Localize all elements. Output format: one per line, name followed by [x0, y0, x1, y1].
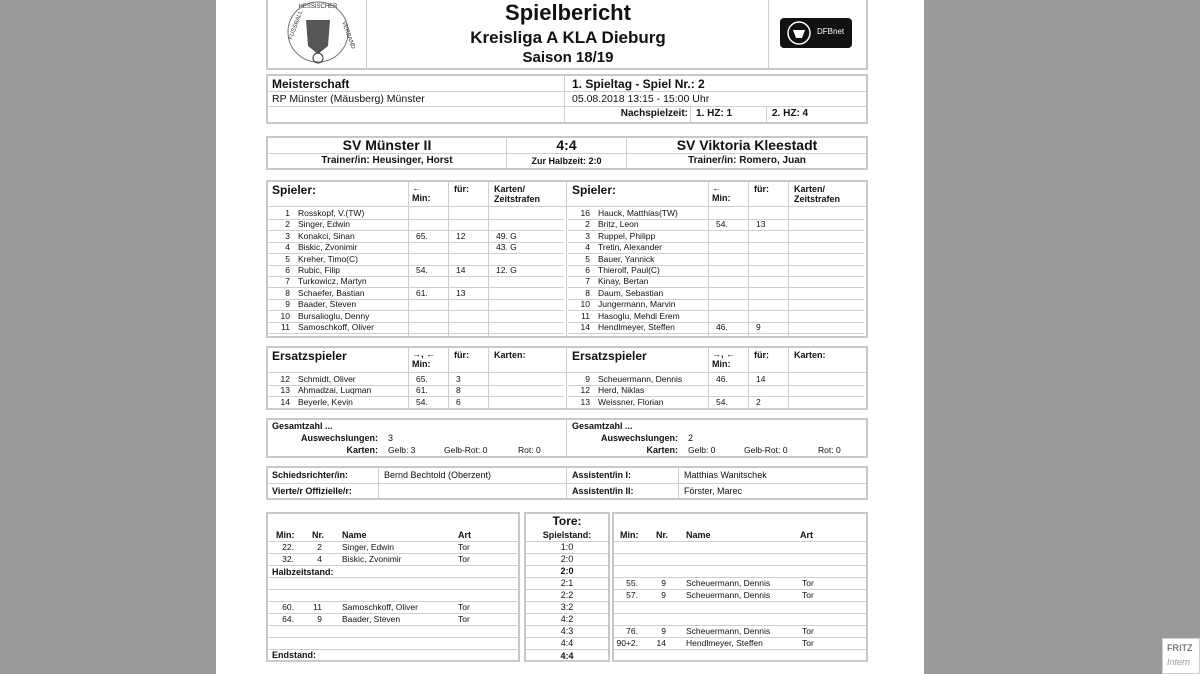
fourth-official-label: Vierte/r Offizielle/r:	[272, 486, 352, 496]
sub-for: 14	[456, 265, 466, 275]
goal-player-number: 14	[656, 638, 666, 648]
subs-count-label-away: Auswechslungen:	[600, 433, 678, 443]
goal-type: Tor	[458, 554, 470, 564]
player-name: Rosskopf, V.(TW)	[298, 208, 365, 218]
score-row-divider	[526, 661, 608, 662]
goal-row	[272, 554, 518, 565]
player-name: Schmidt, Oliver	[298, 374, 356, 384]
goal-scorer: Biskic, Zvonimir	[342, 554, 402, 564]
goal-row-divider	[268, 577, 518, 578]
player-number: 5	[585, 253, 590, 264]
player-name: Turkowicz, Martyn	[298, 276, 367, 287]
card-info: 12. G	[496, 265, 517, 275]
player-name: Hasoglu, Mehdi Erem	[598, 310, 680, 321]
min-heading-away: ← Min:	[712, 183, 731, 203]
goal-scorer: Baader, Steven	[342, 614, 401, 624]
players-heading-home: Spieler:	[272, 183, 317, 197]
assistant1-name: Matthias Wanitschek	[684, 470, 767, 480]
player-number: 10	[580, 299, 590, 310]
goal-row-divider	[614, 541, 866, 542]
player-number: 16	[580, 208, 590, 218]
goal-row	[616, 626, 862, 637]
sub-for: 2	[756, 396, 761, 407]
score-progress-label: Spielstand:	[542, 530, 592, 540]
cards-heading-away: Karten/ Zeitstrafen	[794, 184, 841, 204]
goal-minute: 22.	[282, 542, 294, 552]
player-row	[272, 254, 568, 265]
extra-time-hz1: 1. HZ: 1	[696, 108, 733, 119]
player-number: 14	[280, 396, 290, 407]
referee-label: Schiedsrichter/in:	[272, 470, 349, 480]
dfbnet-logo: DFBnet	[780, 18, 852, 48]
red-count-home: Rot: 0	[518, 445, 541, 455]
player-row	[572, 322, 868, 333]
sub-minute: 65.	[416, 374, 428, 384]
player-number: 6	[285, 265, 290, 275]
goal-player-number: 9	[317, 614, 322, 624]
final-score: 4:4	[556, 137, 577, 153]
sub-minute: 65.	[416, 230, 428, 241]
goal-nr-heading-away: Nr.	[656, 530, 669, 540]
row-divider	[268, 408, 564, 409]
player-number: 12	[580, 385, 590, 396]
player-number: 9	[585, 374, 590, 384]
player-name: Hendlmeyer, Steffen	[598, 322, 675, 332]
sub-for: 13	[456, 287, 466, 298]
min-heading-home: ← Min:	[412, 183, 431, 203]
goal-scorer: Scheuermann, Dennis	[686, 578, 771, 588]
sub-cards-heading-home: Karten:	[494, 350, 526, 360]
goal-row-divider	[268, 649, 518, 650]
player-name: Bauer, Yannick	[598, 253, 655, 264]
player-number: 3	[285, 230, 290, 241]
sub-minute: 46.	[716, 374, 728, 384]
player-row	[572, 219, 868, 230]
goal-nr-heading-home: Nr.	[312, 530, 325, 540]
player-row	[272, 385, 568, 396]
player-row	[272, 219, 568, 230]
match-report-sheet	[216, 0, 924, 674]
subs-heading-home: Ersatzspieler	[272, 349, 347, 363]
goal-row	[272, 542, 518, 553]
goal-row	[616, 578, 862, 589]
player-name: Samoschkoff, Oliver	[298, 322, 374, 332]
player-name: Schaefer, Bastian	[298, 287, 365, 298]
player-row	[572, 288, 868, 299]
cards-count-label-away: Karten:	[646, 445, 678, 455]
player-name: Singer, Edwin	[298, 219, 350, 230]
svg-text:VERBAND: VERBAND	[340, 20, 356, 50]
player-number: 4	[285, 242, 290, 253]
sub-for: 6	[456, 396, 461, 407]
player-row	[272, 288, 568, 299]
player-number: 9	[285, 299, 290, 310]
player-number: 6	[585, 265, 590, 275]
subs-count-label-home: Auswechslungen:	[300, 433, 378, 443]
player-number: 3	[585, 230, 590, 241]
goal-type-heading-home: Art	[458, 530, 471, 540]
row-divider	[568, 333, 864, 334]
goal-row-divider	[614, 613, 866, 614]
goal-minute: 76.	[626, 626, 638, 636]
red-count-away: Rot: 0	[818, 445, 841, 455]
goal-type: Tor	[458, 542, 470, 552]
player-row	[272, 242, 568, 253]
goal-player-number: 2	[317, 542, 322, 552]
goal-row-divider	[268, 589, 518, 590]
score-step: 2:0	[560, 566, 574, 576]
player-name: Bursalioglu, Denny	[298, 310, 370, 321]
extra-time-hz2: 2. HZ: 4	[772, 108, 809, 119]
goal-minute: 90+2.	[616, 638, 638, 648]
subs-count-home: 3	[388, 433, 394, 443]
player-row	[272, 311, 568, 322]
player-row	[572, 374, 868, 385]
goal-row-divider	[614, 601, 866, 602]
row-divider	[268, 333, 564, 334]
extra-time-label: Nachspielzeit:	[620, 108, 688, 119]
player-number: 2	[585, 219, 590, 230]
totals-label-home: Gesamtzahl ...	[272, 421, 333, 431]
sub-minute: 61.	[416, 287, 428, 298]
for-heading-home: für:	[454, 184, 469, 194]
sub-minute: 61.	[416, 385, 428, 396]
player-row	[272, 397, 568, 408]
goal-name-heading-away: Name	[686, 530, 711, 540]
match-datetime: 05.08.2018 13:15 - 15:00 Uhr	[572, 93, 710, 105]
sub-minute: 46.	[716, 322, 728, 332]
yellowred-count-home: Gelb-Rot: 0	[444, 445, 488, 455]
yellowred-count-away: Gelb-Rot: 0	[744, 445, 788, 455]
player-row	[272, 265, 568, 276]
goal-minute: 57.	[626, 590, 638, 600]
goal-row	[272, 602, 518, 613]
player-row	[572, 299, 868, 310]
score-step: 4:3	[560, 626, 574, 636]
player-name: Ruppel, Philipp	[598, 230, 656, 241]
player-name: Herd, Niklas	[598, 385, 645, 396]
player-row	[572, 208, 868, 219]
card-info: 43. G	[496, 242, 517, 253]
svg-text:FUSSBALL: FUSSBALL	[288, 9, 305, 41]
player-name: Hauck, Matthias(TW)	[598, 208, 678, 218]
goal-row-divider	[268, 565, 518, 566]
player-name: Biskic, Zvonimir	[298, 242, 358, 253]
sub-for: 13	[756, 219, 766, 230]
goal-type: Tor	[802, 578, 814, 588]
player-row	[572, 397, 868, 408]
goal-scorer: Singer, Edwin	[342, 542, 394, 552]
player-number: 7	[585, 276, 590, 287]
player-name: Daum, Sebastian	[598, 287, 664, 298]
player-row	[272, 231, 568, 242]
goal-name-heading-home: Name	[342, 530, 367, 540]
sub-minute: 54.	[716, 396, 728, 407]
player-row	[272, 299, 568, 310]
player-number: 14	[580, 322, 590, 332]
players-heading-away: Spieler:	[572, 183, 617, 197]
goals-home-box	[266, 512, 520, 662]
goal-row-divider	[268, 661, 518, 662]
player-name: Rubic, Filip	[298, 265, 341, 275]
player-number: 2	[285, 219, 290, 230]
home-coach: Trainer/in: Heusinger, Horst	[321, 155, 453, 166]
score-step: 4:4	[560, 651, 574, 661]
sub-for: 9	[756, 322, 761, 332]
player-number: 8	[585, 287, 590, 298]
overlay-line2: Intern	[1167, 657, 1191, 667]
score-step: 2:0	[560, 554, 574, 564]
for-heading-away: für:	[754, 184, 769, 194]
player-row	[572, 231, 868, 242]
svg-text:HESSISCHER: HESSISCHER	[298, 4, 338, 10]
sub-min-heading-away: →, ← Min:	[712, 349, 736, 369]
venue: RP Münster (Mäusberg) Münster	[272, 93, 425, 105]
player-number: 12	[280, 374, 290, 384]
player-name: Baader, Steven	[298, 299, 357, 310]
overlay-line1: FRITZ	[1167, 643, 1193, 653]
player-name: Kinay, Bertan	[598, 276, 649, 287]
player-name: Kreher, Timo(C)	[298, 253, 358, 264]
player-row	[572, 242, 868, 253]
goal-scorer: Samoschkoff, Oliver	[342, 602, 418, 612]
cards-heading-home: Karten/ Zeitstrafen	[494, 184, 541, 204]
player-name: Thierolf, Paul(C)	[598, 265, 660, 275]
player-number: 13	[580, 396, 590, 407]
player-name: Beyerle, Kevin	[298, 396, 353, 407]
sub-minute: 54.	[416, 396, 428, 407]
dfb-eagle-icon	[786, 20, 812, 46]
score-step: 3:2	[560, 602, 574, 612]
player-row	[272, 374, 568, 385]
goal-row-divider	[614, 553, 866, 554]
sub-cards-heading-away: Karten:	[794, 350, 826, 360]
player-name: Jungermann, Marvin	[598, 299, 676, 310]
goal-minute: 55.	[626, 578, 638, 588]
halftime-label: Halbzeitstand:	[272, 567, 334, 577]
score-row-divider	[526, 649, 608, 650]
goal-player-number: 9	[661, 626, 666, 636]
goal-min-heading-home: Min:	[276, 530, 295, 540]
season: Saison 18/19	[522, 49, 614, 66]
assistant1-label: Assistent/in I:	[572, 470, 632, 480]
player-row	[272, 276, 568, 287]
goal-row	[272, 614, 518, 625]
goal-type: Tor	[802, 590, 814, 600]
overlay-badge	[1162, 638, 1200, 674]
sub-for: 3	[456, 374, 461, 384]
player-row	[272, 208, 568, 219]
player-name: Ahmadzai, Luqman	[298, 385, 372, 396]
goal-scorer: Scheuermann, Dennis	[686, 626, 771, 636]
player-name: Konakci, Sinan	[298, 230, 355, 241]
hfv-logo	[276, 0, 360, 68]
goal-type-heading-away: Art	[800, 530, 813, 540]
home-team: SV Münster II	[342, 137, 432, 153]
sub-for: 8	[456, 385, 461, 396]
row-divider	[568, 408, 864, 409]
player-name: Weissner, Florian	[598, 396, 664, 407]
yellow-count-away: Gelb: 0	[688, 445, 716, 455]
subs-heading-away: Ersatzspieler	[572, 349, 647, 363]
goal-type: Tor	[802, 638, 814, 648]
player-number: 10	[280, 310, 290, 321]
score-step: 4:4	[560, 638, 574, 648]
yellow-count-home: Gelb: 3	[388, 445, 416, 455]
sub-minute: 54.	[416, 265, 428, 275]
goal-minute: 64.	[282, 614, 294, 624]
score-step: 1:0	[560, 542, 574, 552]
page-title: Spielbericht	[505, 0, 631, 25]
halftime-score: Zur Halbzeit: 2:0	[531, 156, 602, 166]
player-name: Scheuermann, Dennis	[598, 374, 683, 384]
league-name: Kreisliga A KLA Dieburg	[470, 28, 666, 47]
goal-row-divider	[614, 649, 866, 650]
goal-row	[616, 638, 862, 649]
goal-min-heading-away: Min:	[620, 530, 639, 540]
score-step: 2:1	[560, 578, 574, 588]
player-row	[572, 276, 868, 287]
assistant2-name: Förster, Marec	[684, 486, 743, 496]
goal-scorer: Hendlmeyer, Steffen	[686, 638, 763, 648]
player-number: 8	[285, 287, 290, 298]
goal-type: Tor	[802, 626, 814, 636]
player-name: Tretin, Alexander	[598, 242, 662, 253]
endstand-label: Endstand:	[272, 650, 316, 660]
sub-minute: 54.	[716, 219, 728, 230]
matchday: 1. Spieltag - Spiel Nr.: 2	[572, 77, 705, 91]
goal-type: Tor	[458, 602, 470, 612]
player-row	[572, 385, 868, 396]
goal-player-number: 4	[317, 554, 322, 564]
player-row	[272, 322, 568, 333]
goal-minute: 60.	[282, 602, 294, 612]
goal-row-divider	[614, 565, 866, 566]
goal-row	[616, 590, 862, 601]
totals-label-away: Gesamtzahl ...	[572, 421, 633, 431]
player-number: 11	[281, 322, 290, 332]
player-number: 4	[585, 242, 590, 253]
assistant2-label: Assistent/in II:	[572, 486, 634, 496]
goal-player-number: 11	[313, 602, 322, 612]
goal-scorer: Scheuermann, Dennis	[686, 590, 771, 600]
sub-for: 12	[456, 230, 466, 241]
player-number: 5	[285, 253, 290, 264]
away-team: SV Viktoria Kleestadt	[676, 137, 818, 153]
subs-count-away: 2	[688, 433, 694, 443]
sub-for-heading-home: für:	[454, 350, 469, 360]
goal-player-number: 9	[661, 590, 666, 600]
goal-minute: 32.	[282, 554, 294, 564]
player-row	[572, 254, 868, 265]
sub-min-heading-home: →, ← Min:	[412, 349, 436, 369]
goals-title: Tore:	[552, 514, 582, 528]
goal-row-divider	[614, 661, 866, 662]
player-number: 11	[581, 310, 590, 321]
player-number: 13	[280, 385, 290, 396]
cards-count-label-home: Karten:	[346, 445, 378, 455]
sub-for: 14	[756, 374, 766, 384]
sub-for-heading-away: für:	[754, 350, 769, 360]
referee-name: Bernd Bechtold (Oberzent)	[384, 470, 492, 480]
goal-row-divider	[268, 625, 518, 626]
goal-player-number: 9	[661, 578, 666, 588]
player-number: 7	[285, 276, 290, 287]
score-step: 2:2	[560, 590, 574, 600]
away-coach: Trainer/in: Romero, Juan	[688, 155, 806, 166]
player-row	[572, 311, 868, 322]
player-number: 1	[285, 208, 290, 218]
goal-row-divider	[268, 637, 518, 638]
player-row	[572, 265, 868, 276]
goal-type: Tor	[458, 614, 470, 624]
card-info: 49. G	[496, 230, 517, 241]
score-step: 4:2	[560, 614, 574, 624]
player-name: Britz, Leon	[598, 219, 639, 230]
competition: Meisterschaft	[272, 77, 350, 91]
